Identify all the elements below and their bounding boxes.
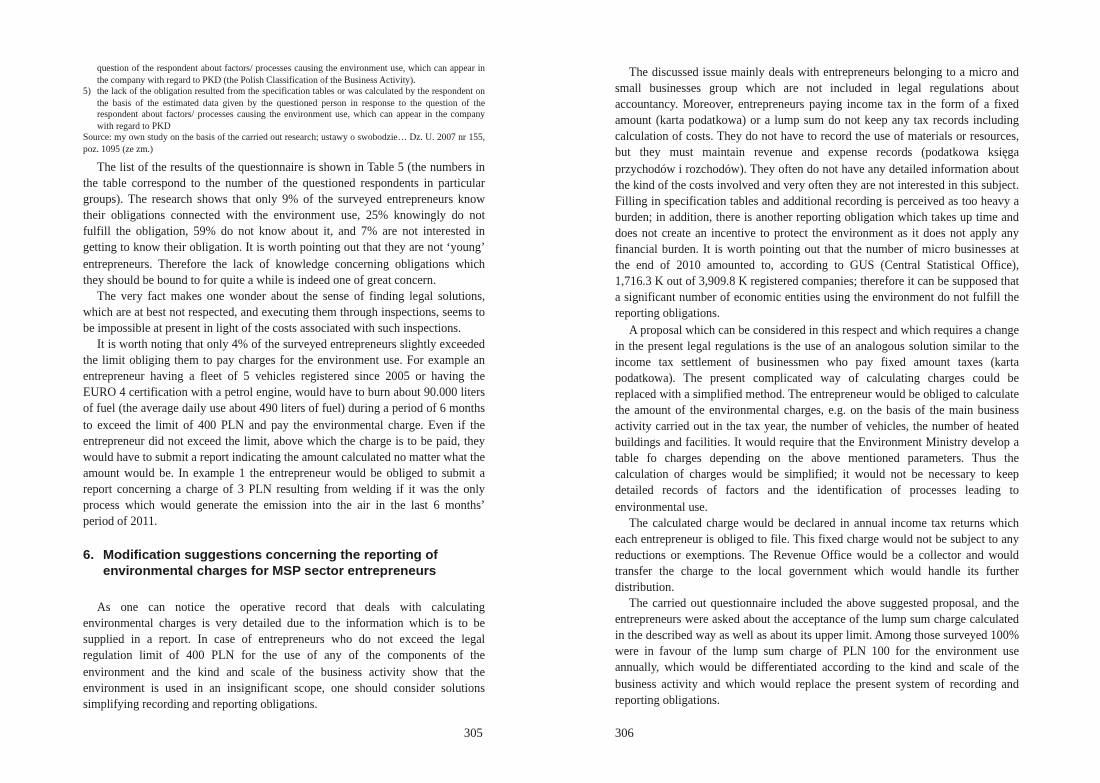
paragraph: It is worth noting that only 4% of the surveyed entrepreneurs slightly exceeded the limit obliging them to pay charges for the environment use. For example an entrepreneur having a fleet of 5 vehicles registered since 2005 or having the EURO 4 certification with a petrol engine, would have to burn about 90.000 liters of fuel (the average daily use about 490 liters of fuel) during a period of 6 months to exceed the limit of 400 PLN and pay the environmental charge. Even if the entrepreneur did not exceed the limit, above which the charge is to be paid, they would have to submit a report indicating the amount calculated no matter what the amount would be. In example 1 the entrepreneur would be obliged to submit a report concerning a charge of 3 PLN resulting from welding if it was the only process which would generate the emission into the air in the last 6 months’ period of 2011. [83,337,485,529]
page-number: 306 [615,726,634,740]
right-page [550,0,1100,783]
paragraph: The calculated charge would be declared in annual income tax returns which each entrepreneur is obliged to file. This fixed charge would not be subject to any reductions or exemptions. The Revenue Office would be a collector and would transfer the charge to the local government which would handle its further distribution. [615,515,1019,594]
paragraph: The very fact makes one wonder about the sense of finding legal solutions, which are at best not respected, and executing them through inspections, seems to be impossible at present in light of the costs associated with such inspections. [83,288,485,335]
paragraph: A proposal which can be considered in this respect and which requires a change in the present legal regulations is the use of an analogous solution similar to the income tax settlement of businessmen who pay fixed amount taxes (karta podatkowa). The present complicated way of calculating charges could be replaced with a simplified method. The entrepreneur would be obliged to calculate the amount of the environmental charges, e.g. on the basis of the main business activity carried out in the tax year, the number of vehicles, the number of heated buildings and facilities. It would require that the Environment Ministry develop a table fo charges depending on the above mentioned parameters. Thus the calculation of charges would be simplified; it would not be necessary to keep detailed records of factors and the identification of processes leading to environmental use. [615,322,1019,514]
table-source-note: Source: my own study on the basis of the carried out research; ustawy o swobodzie… Dz. U. 2007 nr 155, poz. 1095 (ze zm.) [83,133,485,155]
section-title: Modification suggestions concerning the reporting of environmental charges for MSP sector entrepreneurs [103,547,438,579]
section-heading [83,547,485,579]
paragraph: The carried out questionnaire included the above suggested proposal, and the entrepreneurs were asked about the acceptance of the lump sum charge calculated in the described way as well as about its upper limit. Among those surveyed 100% were in favour of the lump sum charge of PLN 100 for the environment use annually, which would be differentiated according to the kind and scale of the business activity and which would replace the present system of recording and reporting obligations. [615,596,1019,707]
section-number: 6. [83,547,94,563]
footnote-5-text: the lack of the obligation resulted from the specification tables or was calculated by the respondent on the basis of the estimated data given by the questioned person in response to the question of the respondent about factors/ processes causing the environment use, which can appear in the company with regard to PKD [97,87,485,132]
footnote-continuation: question of the respondent about factors/ processes causing the environment use, which can appear in the company with regard to PKD (the Polish Classification of the Business Activity). [97,64,485,86]
paragraph: The list of the results of the questionnaire is shown in Table 5 (the numbers in the table correspond to the number of the questioned respondents in particular groups). The research shows that only 9% of the surveyed entrepreneurs know their obligations connected with the environment use, 25% knowingly do not fulfill the obligation, 59% do not know about it, and 7% are not interested in getting to know their obligation. It is worth pointing out that they are not ‘young’ entrepreneurs. Therefore the lack of knowledge concerning obligations which they should be bound to for quite a while is indeed one of great concern. [83,160,485,287]
footnote-5 [83,87,485,133]
paragraph: The discussed issue mainly deals with entrepreneurs belonging to a micro and small businesses group which are not included in legal regulations about accountancy. Moreover, entrepreneurs paying income tax in the form of a fixed amount (karta podatkowa) or a lump sum do not keep any tax records including calculation of costs. They do not have to record the use of materials or resources, but they must maintain revenue and expense records (podatkowa księga przychodów i rozchodów). They often do not have any detailed information about the kind of the costs involved and very often they are not interested in this subject. Filling in specification tables and additional recording is perceived as too heavy a burden; in addition, there is another reporting obligation which takes up time and does not create an incentive to protect the environment as it does not apply any financial burden. It is worth pointing out that the number of micro businesses at the end of 2010 amounted to, according to GUS (Central Statistical Office), 1,716.3 K out of 3,909.8 K registered companies; therefore it can be supposed that a significant number of economic entities using the environment do not fulfill the reporting obligations. [615,65,1019,321]
page-number: 305 [464,726,483,740]
footnote-5-number: 5) [83,87,91,97]
left-page-column [83,64,485,712]
paragraph: As one can notice the operative record that deals with calculating environmental charges is very detailed due to the information which is to be supplied in a report. In case of entrepreneurs who do not exceed the legal regulation limit of 400 PLN for the use of any of the components of the environment and the kind and scale of the business activity show that the environment is used in an insignificant scope, one should consider solutions simplifying recording and reporting obligations. [83,600,485,711]
right-page-column [615,64,1019,708]
